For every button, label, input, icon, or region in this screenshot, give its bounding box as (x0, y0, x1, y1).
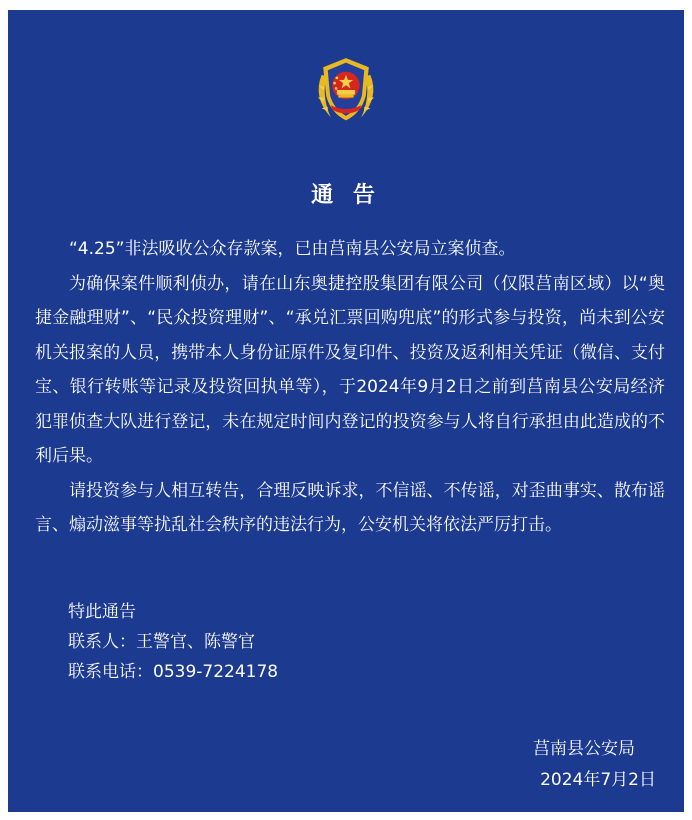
paragraph-registration-instructions: 为确保案件顺利侦办，请在山东奥捷控股集团有限公司（仅限莒南区域）以“奥捷金融理财”、“民众投资理财”、“承兑汇票回购兜底”的形式参与投资，尚未到公安机关报案的人员，携带本人身份证原件及复印件、投资及返利相关凭证（微信、支付宝、银行转账等记录及投资回执单等），于2024年9月2日之前到莒南县公安局经济犯罪侦查大队进行登记，未在规定时间内登记的投资参与人将自行承担由此造成的不利后果。 (35, 273, 665, 466)
paragraph-warning: 请投资参与人相互转告，合理反映诉求，不信谣、不传谣，对歪曲事实、散布谣言、煽动滋事等扰乱社会秩序的违法行为，公安机关将依法严厉打击。 (35, 480, 665, 535)
police-emblem-icon (308, 52, 384, 128)
closing-block (68, 597, 278, 687)
notice-body (35, 232, 665, 543)
notice-title: 通 告 (311, 183, 381, 208)
contact-phone: 联系电话：0539-7224178 (68, 662, 279, 682)
notice-panel (8, 10, 684, 812)
issuer-name: 莒南县公安局 (533, 739, 635, 759)
contact-person: 联系人：王警官、陈警官 (68, 632, 255, 652)
closing-phrase: 特此通告 (68, 602, 136, 622)
signature-block (533, 734, 656, 796)
issue-date: 2024年7月2日 (540, 770, 656, 790)
paragraph-case-filed: “4.25”非法吸收公众存款案，已由莒南县公安局立案侦查。 (69, 239, 516, 259)
